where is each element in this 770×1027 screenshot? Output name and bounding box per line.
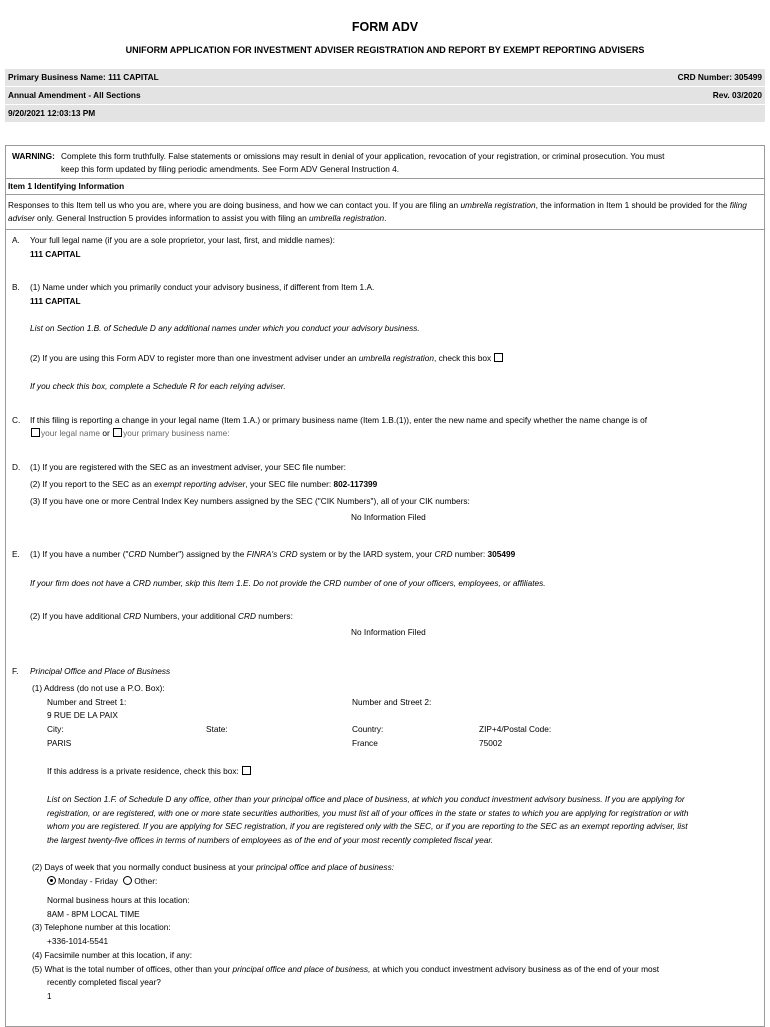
country-value: France	[352, 738, 378, 748]
offices-value: 1	[47, 991, 52, 1001]
item-a-question: Your full legal name (if you are a sole proprietor, your last, first, and middle names):	[30, 235, 335, 245]
primary-business-name: Primary Business Name: 111 CAPITAL	[8, 72, 159, 82]
days-question: (2) Days of week that you normally conduct business at your principal office and place of business:	[32, 862, 395, 872]
zip-value: 75002	[479, 738, 503, 748]
item-c-letter: C.	[12, 415, 21, 425]
cik-no-info: No Information Filed	[351, 512, 426, 522]
fax-label: (4) Facsimile number at this location, if any:	[32, 950, 193, 960]
item-f-note-line-2: registration, or are registered, with one or more state securities authorities, you must list all of your offices in the state or states to which you are applying for registration or with	[47, 808, 689, 818]
item-d-question-3: (3) If you have one or more Central Index Key numbers assigned by the SEC ("CIK Numbers"), all of your CIK numbers:	[30, 496, 470, 506]
street1-label: Number and Street 1:	[47, 697, 127, 707]
state-label: State:	[206, 724, 228, 734]
item-b-question-2: (2) If you are using this Form ADV to register more than one investment adviser under an umbrella registration, check this box	[30, 353, 504, 364]
phone-label: (3) Telephone number at this location:	[32, 922, 171, 932]
item-d-question-2: (2) If you report to the SEC as an exempt reporting adviser, your SEC file number: 802-117399	[30, 479, 378, 489]
hours-value: 8AM - 8PM LOCAL TIME	[47, 909, 140, 919]
item-a-letter: A.	[12, 235, 20, 245]
item-d-letter: D.	[12, 462, 21, 472]
country-label: Country:	[352, 724, 384, 734]
item-f-note-line-4: the largest twenty-five offices in terms of numbers of employees as of the end of your most recently completed fiscal year.	[47, 835, 494, 845]
timestamp: 9/20/2021 12:03:13 PM	[8, 108, 96, 118]
city-value: PARIS	[47, 738, 72, 748]
divider	[5, 229, 765, 230]
item-e-letter: E.	[12, 549, 20, 559]
item-f-title: Principal Office and Place of Business	[30, 666, 171, 676]
header-bar-2	[5, 87, 765, 104]
business-name-change-checkbox[interactable]	[113, 428, 122, 437]
item-b-question-1: (1) Name under which you primarily conduct your advisory business, if different from Item 1.A.	[30, 282, 375, 292]
offices-question: (5) What is the total number of offices, other than your principal office and place of business, at which you conduct investment advisory business as of the end of your most	[32, 964, 660, 974]
private-residence-question: If this address is a private residence, check this box:	[47, 766, 252, 777]
monday-friday-radio[interactable]	[47, 876, 56, 885]
crd-number: CRD Number: 305499	[677, 72, 762, 82]
divider	[5, 194, 765, 195]
crd-number-value: 305499	[487, 549, 516, 559]
offices-question-line-2: recently completed fiscal year?	[47, 977, 161, 987]
private-residence-checkbox[interactable]	[242, 766, 251, 775]
header-bar-3	[5, 105, 765, 122]
item1-intro: Responses to this Item tell us who you are, where you are doing business, and how we can contact you. If you are filing an umbrella registration, the information in Item 1 should be provided for the filing adviser only. General Instruction 5 provides information to assist you with filing an umbrella registration.	[8, 200, 747, 223]
form-subtitle: UNIFORM APPLICATION FOR INVESTMENT ADVISER REGISTRATION AND REPORT BY EXEMPT REPORTING ADVISERS	[125, 45, 645, 55]
item-e-note: If your firm does not have a CRD number, skip this Item 1.E. Do not provide the CRD number of one of your officers, employees, or affiliates.	[30, 578, 546, 588]
item-b-note-1: List on Section 1.B. of Schedule D any additional names under which you conduct your advisory business.	[30, 323, 420, 333]
umbrella-registration-checkbox[interactable]	[494, 353, 503, 362]
address-label: (1) Address (do not use a P.O. Box):	[32, 683, 165, 693]
city-label: City:	[47, 724, 64, 734]
legal-name-value: 111 CAPITAL	[30, 249, 81, 259]
item1-heading: Item 1 Identifying Information	[8, 181, 125, 191]
header-bar-1	[5, 69, 765, 86]
days-options: Monday - Friday Other:	[47, 876, 157, 887]
additional-crd-no-info: No Information Filed	[351, 627, 426, 637]
amendment-type: Annual Amendment - All Sections	[8, 90, 141, 100]
phone-value: +336-1014-5541	[47, 936, 109, 946]
street1-value: 9 RUE DE LA PAIX	[47, 710, 118, 720]
zip-label: ZIP+4/Postal Code:	[479, 724, 552, 734]
revision: Rev. 03/2020	[712, 90, 762, 100]
form-title: FORM ADV	[351, 20, 419, 34]
sec-file-number: 802-117399	[333, 479, 378, 489]
divider	[5, 178, 765, 179]
item-c-question: If this filing is reporting a change in your legal name (Item 1.A.) or primary business name (Item 1.B.(1)), enter the new name and specify whether the name change is of	[30, 415, 648, 425]
hours-label: Normal business hours at this location:	[47, 895, 190, 905]
street2-label: Number and Street 2:	[352, 697, 432, 707]
item-b-letter: B.	[12, 282, 20, 292]
warning-line-2: keep this form updated by filing periodic amendments. See Form ADV General Instruction 4.	[61, 164, 400, 174]
item-f-letter: F.	[12, 666, 19, 676]
other-days-radio[interactable]	[123, 876, 132, 885]
item-f-note-line-3: whom you are registered. If you are applying for SEC registration, if you are registered only with the SEC, or if you are reporting to the SEC as an exempt reporting adviser, list	[47, 821, 688, 831]
warning-label: WARNING:	[12, 151, 55, 161]
item-e-question-2: (2) If you have additional CRD Numbers, your additional CRD numbers:	[30, 611, 293, 621]
item-c-options: your legal name or your primary business name:	[30, 428, 230, 439]
legal-name-change-checkbox[interactable]	[31, 428, 40, 437]
item-f-note-line-1: List on Section 1.F. of Schedule D any office, other than your principal office and place of business, at which you conduct investment advisory business. If you are applying for	[47, 794, 685, 804]
warning-line-1: Complete this form truthfully. False statements or omissions may result in denial of your application, revocation of your registration, or criminal prosecution. You must	[61, 151, 665, 161]
item-d-question-1: (1) If you are registered with the SEC as an investment adviser, your SEC file number:	[30, 462, 346, 472]
item-e-question-1: (1) If you have a number ("CRD Number") assigned by the FINRA's CRD system or by the IARD system, your CRD number: 305499	[30, 549, 516, 559]
business-name-value: 111 CAPITAL	[30, 296, 81, 306]
item-b-note-2: If you check this box, complete a Schedule R for each relying adviser.	[30, 381, 286, 391]
